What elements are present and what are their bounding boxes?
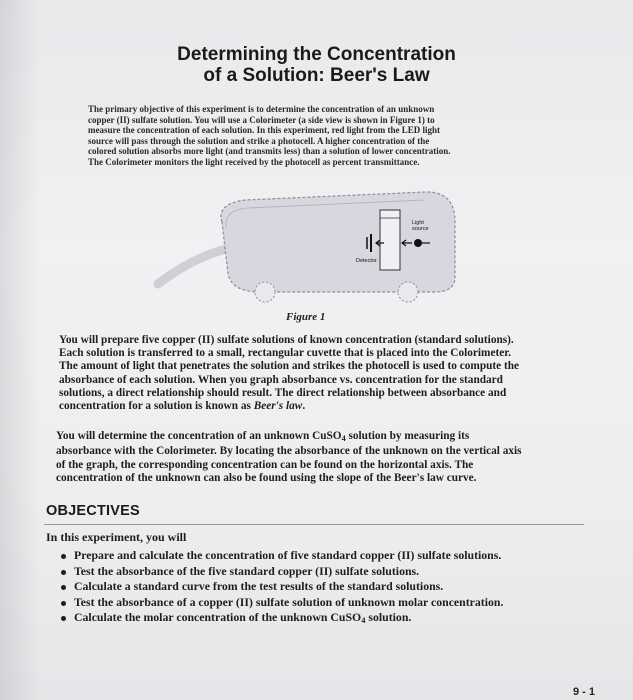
label-source: source xyxy=(412,226,429,232)
objective-item xyxy=(60,610,503,629)
beers-law-term: Beer's law xyxy=(253,400,303,413)
objective-text: Calculate the molar concentration of the unknown CuSO xyxy=(74,610,362,624)
intro-line: The primary objective of this experiment is to determine the concentration of an unknown xyxy=(88,104,435,114)
objective-item: Test the absorbance of a copper (II) sulfate solution of unknown molar concentration. xyxy=(60,595,503,611)
intro-line: copper (II) sulfate solution. You will use a Colorimeter (a side view is shown in Figure 1) to xyxy=(88,114,435,125)
para-line: of the graph, the corresponding concentration can be found on the horizontal axis. The xyxy=(56,458,474,471)
colorimeter-cable xyxy=(158,248,230,284)
solutions-paragraph xyxy=(59,334,559,413)
para-line xyxy=(56,430,576,445)
subscript: 4 xyxy=(341,434,346,444)
colorimeter-foot-right xyxy=(398,282,418,302)
para-line: The amount of light that penetrates the solution and strikes the photocell is used to compute the xyxy=(59,360,520,373)
objective-item: Prepare and calculate the concentration of five standard copper (II) sulfate solutions. xyxy=(60,548,503,564)
objective-text: solution. xyxy=(365,610,412,624)
figure-caption: Figure 1 xyxy=(286,311,326,323)
para-line: absorbance with the Colorimeter. By locating the absorbance of the unknown on the vertical axis xyxy=(56,445,522,458)
para-text: solution by measuring its xyxy=(345,430,470,442)
para-line: You will prepare five copper (II) sulfate solutions of known concentration (standard solutions). xyxy=(59,334,514,346)
objectives-heading: OBJECTIVES xyxy=(46,503,140,519)
subscript: 4 xyxy=(361,615,366,626)
para-line: Each solution is transferred to a small, rectangular cuvette that is placed into the Colorimeter. xyxy=(59,347,512,360)
intro-line: source will pass through the solution and strike a photocell. A higher concentration of the xyxy=(88,135,430,146)
page-shadow xyxy=(0,0,40,700)
para-text: . xyxy=(302,400,306,413)
intro-line: The Colorimeter monitors the light received by the photocell as percent transmittance. xyxy=(88,156,420,167)
para-line: concentration of the unknown can also be found using the slope of the Beer's law curve. xyxy=(56,472,477,485)
objective-item: Test the absorbance of the five standard copper (II) sulfate solutions. xyxy=(60,564,503,580)
label-light: Light xyxy=(412,220,424,226)
para-text: concentration for a solution is known as xyxy=(59,400,254,413)
objectives-divider xyxy=(44,524,584,525)
cuvette-slot xyxy=(380,210,400,270)
unknown-paragraph xyxy=(56,430,576,486)
para-line: solutions, a direct relationship should result. The direct relationship between absorbance and xyxy=(59,386,507,399)
page-title xyxy=(0,44,633,86)
page-number: 9 - 1 xyxy=(573,686,596,698)
title-line-1: Determining the Concentration xyxy=(177,44,456,65)
intro-line: measure the concentration of each solution. In this experiment, red light from the LED light xyxy=(88,125,440,136)
intro-paragraph xyxy=(88,104,543,168)
para-line: absorbance of each solution. When you graph absorbance vs. concentration for the standard xyxy=(59,373,503,386)
para-line xyxy=(59,400,559,413)
colorimeter-figure xyxy=(150,182,470,307)
objective-item: Calculate a standard curve from the test results of the standard solutions. xyxy=(60,579,503,595)
title-line-2: of a Solution: Beer's Law xyxy=(203,65,430,86)
colorimeter-foot-left xyxy=(255,282,275,302)
objectives-intro: In this experiment, you will xyxy=(46,530,187,544)
para-text: You will determine the concentration of an unknown CuSO xyxy=(56,430,342,442)
label-detector: Detector xyxy=(356,258,377,264)
objectives-list xyxy=(60,548,503,629)
intro-line: colored solution absorbs more light (and transmits less) than a solution of lower concentration. xyxy=(88,146,451,157)
